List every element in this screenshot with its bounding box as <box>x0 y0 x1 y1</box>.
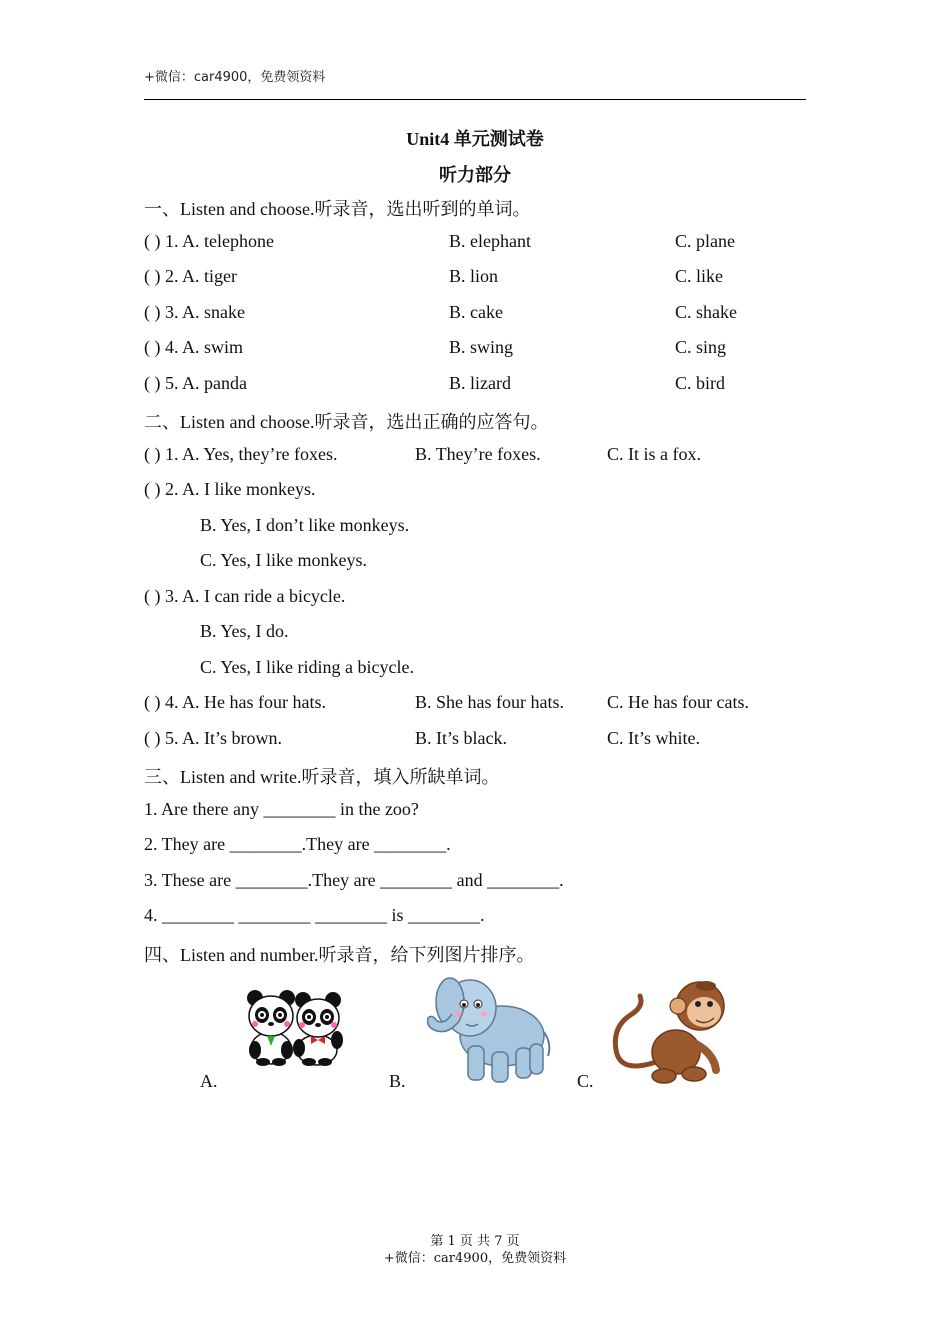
panda-left <box>247 990 295 1066</box>
s1-q1-a: ( ) 1. A. telephone <box>144 231 274 251</box>
s2-q4-c: C. He has four cats. <box>607 692 749 712</box>
s2-q5-b: B. It’s black. <box>415 728 507 748</box>
footer-note: +微信：car4900，免费领资料 <box>383 1251 567 1266</box>
s1-q3-b: B. cake <box>449 302 503 322</box>
s1-q5-a: ( ) 5. A. panda <box>144 373 247 393</box>
s1-q5-c: C. bird <box>675 373 726 393</box>
s1-q5-b: B. lizard <box>449 373 511 393</box>
picture-label-b: B. <box>389 1071 406 1091</box>
s3-line-3: 3. These are ________.They are ________ and ________. <box>144 870 564 890</box>
s2-q2-c: C. Yes, I like monkeys. <box>200 550 368 570</box>
s2-q3-a: ( ) 3. A. I can ride a bicycle. <box>144 586 346 606</box>
panda-right <box>293 992 343 1066</box>
section4-heading: 四、Listen and number.听录音，给下列图片排序。 <box>144 945 535 965</box>
s2-q3-b: B. Yes, I do. <box>200 621 289 641</box>
s1-q3-a: ( ) 3. A. snake <box>144 302 245 322</box>
s1-q2-c: C. like <box>675 266 723 286</box>
page-title: Unit4 单元测试卷 <box>406 129 544 149</box>
s2-q4-b: B. She has four hats. <box>415 692 564 712</box>
s2-q2-b: B. Yes, I don’t like monkeys. <box>200 515 410 535</box>
s2-q4-a: ( ) 4. A. He has four hats. <box>144 692 326 712</box>
monkey-picture <box>610 978 730 1088</box>
section1-heading: 一、Listen and choose.听录音，选出听到的单词。 <box>144 199 531 219</box>
header-divider <box>144 99 806 100</box>
s2-q3-c: C. Yes, I like riding a bicycle. <box>200 657 414 677</box>
header-note: +微信：car4900，免费领资料 <box>144 70 326 85</box>
s1-q2-b: B. lion <box>449 266 499 286</box>
s3-line-2: 2. They are ________.They are ________. <box>144 834 451 854</box>
elephant-picture <box>420 974 554 1088</box>
s1-q1-c: C. plane <box>675 231 735 251</box>
s2-q1-a: ( ) 1. A. Yes, they’re foxes. <box>144 444 338 464</box>
section3-heading: 三、Listen and write.听录音，填入所缺单词。 <box>144 767 500 787</box>
section2-heading: 二、Listen and choose.听录音，选出正确的应答句。 <box>144 412 549 432</box>
s1-q2-a: ( ) 2. A. tiger <box>144 266 237 286</box>
s3-line-4: 4. ________ ________ ________ is ________. <box>144 905 485 925</box>
s2-q5-c: C. It’s white. <box>607 728 700 748</box>
s1-q4-c: C. sing <box>675 337 727 357</box>
picture-label-c: C. <box>577 1071 594 1091</box>
s2-q2-a: ( ) 2. A. I like monkeys. <box>144 479 316 499</box>
s2-q5-a: ( ) 5. A. It’s brown. <box>144 728 282 748</box>
picture-label-a: A. <box>200 1071 218 1091</box>
s3-line-1: 1. Are there any ________ in the zoo? <box>144 799 419 819</box>
s1-q1-b: B. elephant <box>449 231 531 251</box>
page-number: 第 1 页 共 7 页 <box>430 1234 520 1249</box>
s1-q4-b: B. swing <box>449 337 514 357</box>
pandas-picture <box>243 988 347 1066</box>
s2-q1-b: B. They’re foxes. <box>415 444 541 464</box>
page-subtitle: 听力部分 <box>439 165 511 185</box>
s1-q4-a: ( ) 4. A. swim <box>144 337 243 357</box>
s2-q1-c: C. It is a fox. <box>607 444 701 464</box>
s1-q3-c: C. shake <box>675 302 737 322</box>
